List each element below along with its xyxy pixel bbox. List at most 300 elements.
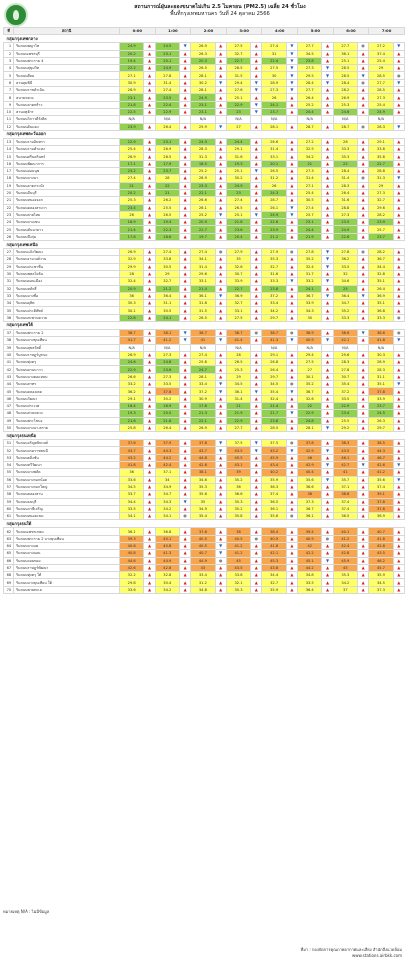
trend-up-icon: ▲ <box>251 249 262 256</box>
pm25-value: 37.4 <box>333 505 357 512</box>
pm25-value: 27.7 <box>369 79 393 86</box>
station-number: 8 <box>4 94 14 101</box>
pm25-value: 21 <box>226 402 250 409</box>
station-number: 19 <box>4 182 14 189</box>
table-row <box>4 417 405 424</box>
trend-up-icon: ▲ <box>358 572 369 579</box>
table-row <box>4 505 405 512</box>
pm25-value: 25.9 <box>191 123 215 130</box>
pm25-value: 41.2 <box>155 337 179 344</box>
trend-up-icon: ▲ <box>393 402 404 409</box>
station-number: 28 <box>4 256 14 263</box>
pm25-value: 29.6 <box>191 270 215 277</box>
trend-up-icon: ▲ <box>251 498 262 505</box>
pm25-value: 24.8 <box>298 417 322 424</box>
trend-up-icon: ▲ <box>393 263 404 270</box>
station-number: 68 <box>4 572 14 579</box>
pm25-value: 32.4 <box>262 395 286 402</box>
trend-up-icon: ▲ <box>358 278 369 285</box>
trend-down-icon: ▼ <box>322 278 333 285</box>
station-name: ริมถนนสุขสวัสดิ์ <box>14 344 120 351</box>
trend-up-icon: ▲ <box>286 123 297 130</box>
pm25-value: 31.4 <box>298 175 322 182</box>
pm25-value: 19.4 <box>119 57 143 64</box>
table-row <box>4 373 405 380</box>
pm25-value: 38.9 <box>298 329 322 336</box>
trend-up-icon: ▲ <box>251 204 262 211</box>
station-name: ริมถนนหนองจอก <box>14 197 120 204</box>
pm25-value: 23.1 <box>191 108 215 115</box>
station-name: ริมถนนประชาชื่น <box>14 263 120 270</box>
pm25-value: 35.2 <box>333 307 357 314</box>
station-name: ริมถนนบางพลัด <box>14 469 120 476</box>
pm25-value: 35.1 <box>369 381 393 388</box>
trend-up-icon: ▲ <box>393 226 404 233</box>
trend-up-icon: ▲ <box>215 256 226 263</box>
trend-up-icon: ▲ <box>215 586 226 593</box>
pm25-value: 26.1 <box>191 204 215 211</box>
trend-up-icon: ▲ <box>251 366 262 373</box>
trend-flat-icon <box>393 344 404 351</box>
trend-down-icon: ▼ <box>393 381 404 388</box>
pm25-value: 41.2 <box>333 535 357 542</box>
trend-up-icon: ▲ <box>215 505 226 512</box>
pm25-value: 22.9 <box>119 138 143 145</box>
pm25-value: 44.8 <box>191 454 215 461</box>
station-number: 23 <box>4 211 14 218</box>
trend-up-icon: ▲ <box>144 381 155 388</box>
pm25-value: N/A <box>191 344 215 351</box>
trend-up-icon: ▲ <box>180 447 191 454</box>
station-number: 15 <box>4 153 14 160</box>
pm25-value: 20.1 <box>155 57 179 64</box>
pm25-value: 32.7 <box>155 278 179 285</box>
table-row <box>4 550 405 557</box>
pm25-value: 43 <box>191 564 215 571</box>
trend-flat-icon <box>215 116 226 123</box>
trend-up-icon: ▲ <box>393 108 404 115</box>
pm25-value: 22 <box>333 160 357 167</box>
pm25-value: 32.4 <box>298 263 322 270</box>
trend-flat-icon <box>322 116 333 123</box>
trend-up-icon: ▲ <box>286 366 297 373</box>
station-number: 9 <box>4 101 14 108</box>
pm25-value: 41.3 <box>262 337 286 344</box>
pm25-value: 35.3 <box>191 483 215 490</box>
trend-up-icon: ▲ <box>322 543 333 550</box>
trend-up-icon: ▲ <box>322 108 333 115</box>
page-header <box>0 0 408 30</box>
pm25-value: 39.4 <box>298 528 322 535</box>
trend-up-icon: ▲ <box>322 168 333 175</box>
pm25-value: 36 <box>226 483 250 490</box>
trend-up-icon: ▲ <box>251 579 262 586</box>
station-number: 45 <box>4 388 14 395</box>
trend-up-icon: ▲ <box>322 513 333 520</box>
pm25-value: 27.7 <box>298 87 322 94</box>
station-name: ริมถนนบางแค <box>14 543 120 550</box>
station-number: 43 <box>4 373 14 380</box>
pm25-value: 30.5 <box>155 263 179 270</box>
trend-up-icon: ▲ <box>322 388 333 395</box>
table-row <box>4 256 405 263</box>
trend-up-icon: ▲ <box>144 447 155 454</box>
pm25-value: 37.5 <box>262 440 286 447</box>
pm25-value: 34.3 <box>155 498 179 505</box>
trend-up-icon: ▲ <box>180 469 191 476</box>
pm25-value: 34.5 <box>262 381 286 388</box>
trend-up-icon: ▲ <box>286 528 297 535</box>
table-row <box>4 424 405 431</box>
pm25-value: 36.9 <box>369 513 393 520</box>
trend-up-icon: ▲ <box>322 219 333 226</box>
pm25-value: 46.7 <box>369 454 393 461</box>
pm25-value: 21.8 <box>155 417 179 424</box>
pm25-value: 23.7 <box>155 168 179 175</box>
pm25-value: 23 <box>226 108 250 115</box>
pm25-value: 27.5 <box>298 359 322 366</box>
pm25-value: 27.2 <box>369 43 393 50</box>
group-row <box>4 321 405 329</box>
pm25-value: 17.1 <box>119 160 143 167</box>
pm25-value: 28.2 <box>369 211 393 218</box>
pm25-value: 45.7 <box>369 564 393 571</box>
trend-up-icon: ▲ <box>215 175 226 182</box>
pm25-value: 31.5 <box>191 307 215 314</box>
pm25-value: 36.2 <box>119 388 143 395</box>
pm25-value: 28.4 <box>298 79 322 86</box>
pm25-value: 22.2 <box>119 65 143 72</box>
station-number: 52 <box>4 447 14 454</box>
pm25-value: 27.7 <box>226 424 250 431</box>
pm25-value: 36.7 <box>298 292 322 299</box>
trend-down-icon: ▼ <box>393 43 404 50</box>
trend-up-icon: ▲ <box>215 72 226 79</box>
pm25-value: 40.9 <box>298 337 322 344</box>
pm25-value: 24.9 <box>155 65 179 72</box>
trend-up-icon: ▲ <box>144 123 155 130</box>
trend-up-icon: ▲ <box>144 249 155 256</box>
trend-flat-icon <box>251 116 262 123</box>
pm25-value: 24.5 <box>155 43 179 50</box>
pm25-value: 29.2 <box>333 424 357 431</box>
pm25-value: 35.3 <box>226 498 250 505</box>
pm25-value: 36 <box>119 292 143 299</box>
pm25-value: 29.6 <box>369 204 393 211</box>
trend-up-icon: ▲ <box>358 586 369 593</box>
pm25-value: 34.2 <box>155 505 179 512</box>
pm25-value: 17.8 <box>119 233 143 240</box>
header-hour: 1:00 <box>155 28 191 35</box>
pm25-value: 29.1 <box>226 146 250 153</box>
pm25-value: 26.4 <box>298 94 322 101</box>
trend-down-icon: ▼ <box>358 72 369 79</box>
trend-up-icon: ▲ <box>180 189 191 196</box>
trend-up-icon: ▲ <box>144 168 155 175</box>
table-row <box>4 454 405 461</box>
trend-up-icon: ▲ <box>358 300 369 307</box>
trend-up-icon: ▲ <box>251 550 262 557</box>
pm25-value: 29.7 <box>262 314 286 321</box>
trend-up-icon: ▲ <box>215 454 226 461</box>
trend-up-icon: ▲ <box>393 160 404 167</box>
pm25-value: 32.7 <box>226 50 250 57</box>
trend-up-icon: ▲ <box>393 204 404 211</box>
trend-up-icon: ▲ <box>322 373 333 380</box>
trend-up-icon: ▲ <box>393 197 404 204</box>
trend-up-icon: ▲ <box>322 211 333 218</box>
trend-down-icon: ▼ <box>251 388 262 395</box>
trend-up-icon: ▲ <box>286 424 297 431</box>
trend-up-icon: ▲ <box>322 359 333 366</box>
trend-up-icon: ▲ <box>215 329 226 336</box>
station-number: 41 <box>4 359 14 366</box>
trend-up-icon: ▲ <box>358 498 369 505</box>
trend-up-icon: ▲ <box>251 359 262 366</box>
pm25-value: 25.2 <box>191 168 215 175</box>
trend-up-icon: ▲ <box>358 543 369 550</box>
pm25-value: 27.8 <box>333 366 357 373</box>
pm25-value: 42.4 <box>155 462 179 469</box>
trend-up-icon: ▲ <box>286 483 297 490</box>
pm25-value: 34.2 <box>262 307 286 314</box>
trend-up-icon: ▲ <box>251 219 262 226</box>
trend-up-icon: ▲ <box>286 138 297 145</box>
trend-up-icon: ▲ <box>358 263 369 270</box>
pm25-value: 35.3 <box>262 256 286 263</box>
pm25-value: 26.2 <box>155 197 179 204</box>
pm25-value: 38.1 <box>191 469 215 476</box>
pm25-value: 40.7 <box>369 528 393 535</box>
pm25-value: 34.5 <box>226 381 250 388</box>
trend-up-icon: ▲ <box>215 204 226 211</box>
trend-up-icon: ▲ <box>144 513 155 520</box>
pm25-value: 23.8 <box>262 285 286 292</box>
pm25-value: 34.9 <box>191 505 215 512</box>
station-number: 10 <box>4 108 14 115</box>
station-number: 59 <box>4 498 14 505</box>
table-row <box>4 65 405 72</box>
pm25-value: 28.4 <box>333 79 357 86</box>
website-link[interactable]: www.stations.airbkk.com <box>351 953 402 958</box>
pm25-table <box>3 27 405 594</box>
trend-up-icon: ▲ <box>286 498 297 505</box>
pm25-value: 21.4 <box>119 226 143 233</box>
trend-up-icon: ▲ <box>144 182 155 189</box>
pm25-value: 20.5 <box>155 410 179 417</box>
pm25-value: 36.4 <box>155 292 179 299</box>
pm25-value: 43.7 <box>119 447 143 454</box>
trend-up-icon: ▲ <box>286 351 297 358</box>
station-name: ริมถนนแจ้งวัฒนะ <box>14 249 120 256</box>
trend-up-icon: ▲ <box>286 476 297 483</box>
table-row <box>4 175 405 182</box>
pm25-value: 20.2 <box>119 189 143 196</box>
pm25-value: 28.5 <box>226 65 250 72</box>
trend-up-icon: ▲ <box>215 564 226 571</box>
trend-up-icon: ▲ <box>286 197 297 204</box>
trend-flat-icon: ● <box>286 381 297 388</box>
trend-up-icon: ▲ <box>215 307 226 314</box>
trend-up-icon: ▲ <box>393 87 404 94</box>
pm25-value: 42 <box>298 543 322 550</box>
pm25-value: 22.1 <box>191 417 215 424</box>
pm25-value: 23.3 <box>191 182 215 189</box>
trend-flat-icon: ● <box>358 43 369 50</box>
trend-up-icon: ▲ <box>251 57 262 64</box>
pm25-value: 36.1 <box>333 50 357 57</box>
pm25-value: 33.5 <box>119 505 143 512</box>
station-name: ริมถนนภาษีเจริญ <box>14 505 120 512</box>
trend-down-icon: ▼ <box>322 424 333 431</box>
pm25-value: 35.9 <box>262 476 286 483</box>
trend-up-icon: ▲ <box>180 462 191 469</box>
pm25-value: 26 <box>119 211 143 218</box>
trend-up-icon: ▲ <box>286 550 297 557</box>
pm25-value: 33.4 <box>191 381 215 388</box>
pm25-value: 29.7 <box>262 373 286 380</box>
station-name: ริมถนนตลิ่งชัน <box>14 454 120 461</box>
trend-up-icon: ▲ <box>358 373 369 380</box>
trend-up-icon: ▲ <box>393 211 404 218</box>
trend-up-icon: ▲ <box>251 43 262 50</box>
pm25-value: 27.3 <box>369 189 393 196</box>
trend-flat-icon <box>358 116 369 123</box>
pm25-value: 29.5 <box>298 72 322 79</box>
pm25-value: 24.1 <box>298 285 322 292</box>
pm25-value: 22.9 <box>226 417 250 424</box>
trend-up-icon: ▲ <box>322 189 333 196</box>
pm25-value: 35.3 <box>226 586 250 593</box>
pm25-value: 41 <box>191 337 215 344</box>
table-row <box>4 535 405 542</box>
trend-up-icon: ▲ <box>393 300 404 307</box>
trend-down-icon: ▼ <box>286 211 297 218</box>
pm25-value: 40.2 <box>262 469 286 476</box>
header-station: สถานี <box>14 28 120 35</box>
trend-up-icon: ▲ <box>251 491 262 498</box>
pm25-value: 28.5 <box>333 72 357 79</box>
trend-up-icon: ▲ <box>358 108 369 115</box>
trend-up-icon: ▲ <box>393 535 404 542</box>
station-number: 18 <box>4 175 14 182</box>
trend-up-icon: ▲ <box>358 454 369 461</box>
pm25-value: 31.4 <box>262 146 286 153</box>
pm25-value: 28 <box>119 270 143 277</box>
pm25-value: 16.9 <box>155 402 179 409</box>
pm25-value: 46.2 <box>369 557 393 564</box>
pm25-value: 22 <box>298 402 322 409</box>
trend-up-icon: ▲ <box>251 314 262 321</box>
pm25-value: 37.3 <box>369 586 393 593</box>
trend-flat-icon: ● <box>286 440 297 447</box>
pm25-value: 23.1 <box>191 101 215 108</box>
station-name: ริมถนนจรัญสนิทวงศ์ <box>14 440 120 447</box>
trend-up-icon: ▲ <box>393 256 404 263</box>
pm25-value: 37.4 <box>262 491 286 498</box>
pm25-value: 31.6 <box>226 153 250 160</box>
table-row <box>4 278 405 285</box>
station-number: 30 <box>4 270 14 277</box>
station-name: ริมถนนคันนายาว <box>14 226 120 233</box>
trend-up-icon: ▲ <box>286 285 297 292</box>
trend-up-icon: ▲ <box>215 402 226 409</box>
station-number: 31 <box>4 278 14 285</box>
station-number: 6 <box>4 79 14 86</box>
pm25-value: N/A <box>333 344 357 351</box>
trend-up-icon: ▲ <box>180 424 191 431</box>
pm25-value: 17.9 <box>155 160 179 167</box>
pm25-value: 31.2 <box>262 175 286 182</box>
trend-up-icon: ▲ <box>251 483 262 490</box>
pm25-value: 23.9 <box>369 219 393 226</box>
trend-up-icon: ▲ <box>144 402 155 409</box>
station-number: 64 <box>4 543 14 550</box>
pm25-value: 28.5 <box>155 153 179 160</box>
trend-up-icon: ▲ <box>144 314 155 321</box>
trend-up-icon: ▲ <box>180 285 191 292</box>
pm25-value: 28.1 <box>262 123 286 130</box>
trend-up-icon: ▲ <box>251 424 262 431</box>
station-number: 17 <box>4 168 14 175</box>
pm25-value: 36.1 <box>298 513 322 520</box>
trend-up-icon: ▲ <box>180 175 191 182</box>
trend-up-icon: ▲ <box>215 366 226 373</box>
station-name: ริมถนนประเวศ <box>14 402 120 409</box>
pm25-value: 27.3 <box>262 87 286 94</box>
pm25-value: 25.4 <box>119 146 143 153</box>
trend-flat-icon: ● <box>358 249 369 256</box>
station-number: 60 <box>4 505 14 512</box>
pm25-value: 35.4 <box>191 513 215 520</box>
trend-up-icon: ▲ <box>322 204 333 211</box>
trend-flat-icon: ● <box>286 513 297 520</box>
pm25-value: 32 <box>333 270 357 277</box>
pm25-value: 27.8 <box>155 72 179 79</box>
trend-up-icon: ▲ <box>215 219 226 226</box>
trend-up-icon: ▲ <box>358 189 369 196</box>
pm25-value: 30.3 <box>119 300 143 307</box>
trend-up-icon: ▲ <box>144 505 155 512</box>
pm25-value: 26.4 <box>369 285 393 292</box>
page-footer <box>0 922 408 960</box>
table-row <box>4 351 405 358</box>
trend-up-icon: ▲ <box>358 513 369 520</box>
pm25-value: 21 <box>298 160 322 167</box>
pm25-value: 30.2 <box>226 175 250 182</box>
pm25-value: 37.8 <box>369 505 393 512</box>
trend-up-icon: ▲ <box>393 270 404 277</box>
pm25-value: 33.5 <box>333 395 357 402</box>
trend-up-icon: ▲ <box>144 79 155 86</box>
trend-up-icon: ▲ <box>251 454 262 461</box>
pm25-value: 34.2 <box>333 579 357 586</box>
trend-down-icon: ▼ <box>286 447 297 454</box>
trend-up-icon: ▲ <box>322 366 333 373</box>
pm25-value: 28.1 <box>191 87 215 94</box>
station-name: ริมถนนพระราม 2 บางขุนเทียน <box>14 535 120 542</box>
trend-up-icon: ▲ <box>144 204 155 211</box>
pm25-value: 26 <box>262 182 286 189</box>
pm25-value: 21.6 <box>119 417 143 424</box>
pm25-value: 33.1 <box>262 153 286 160</box>
trend-up-icon: ▲ <box>180 351 191 358</box>
station-name: ริมถนนสุขุมวิท <box>14 65 120 72</box>
pm25-value: 37.4 <box>333 498 357 505</box>
trend-up-icon: ▲ <box>358 57 369 64</box>
trend-down-icon: ▼ <box>393 462 404 469</box>
pm25-value: 23.6 <box>155 366 179 373</box>
